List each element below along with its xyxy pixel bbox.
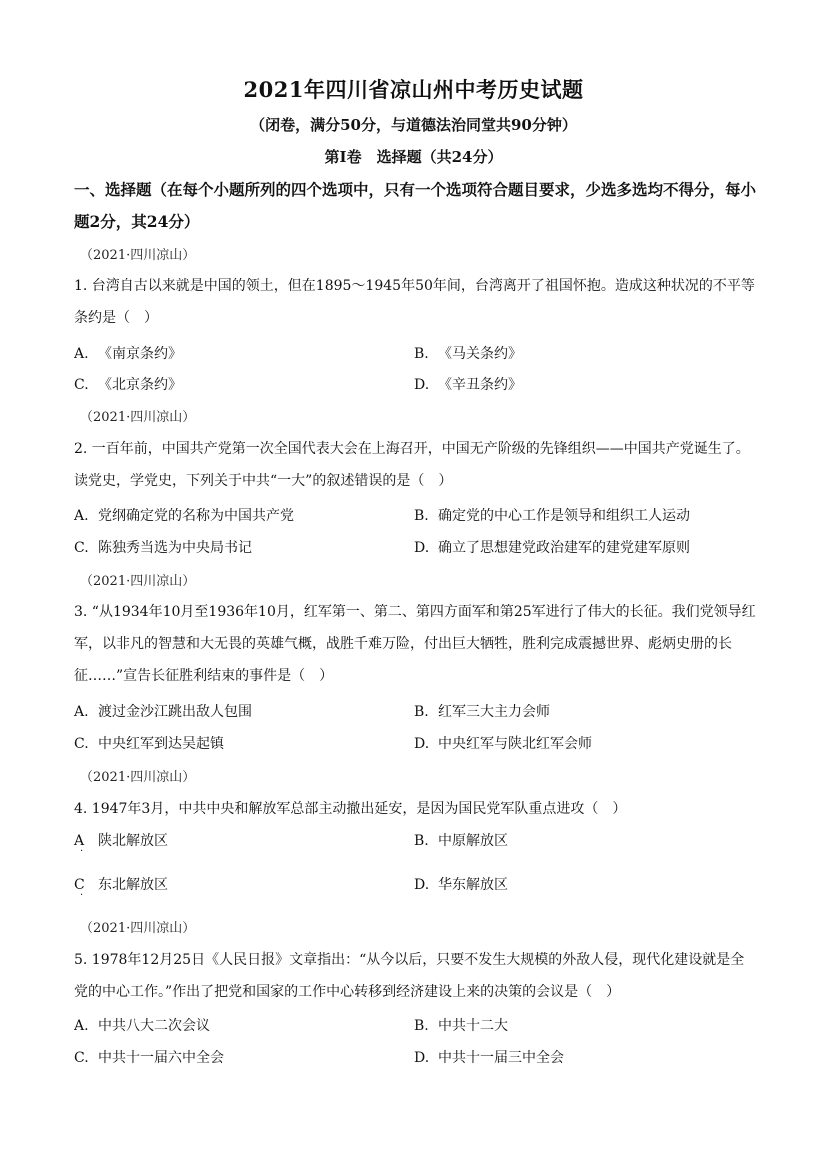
option-key: D. [414, 877, 430, 893]
option-key: A. [74, 346, 89, 362]
question-stem: 5. 1978年12月25日《人民日报》文章指出：“从今以后，只要不发生大规模的外敌人侵，现代化建设就是全党的中心工作。”作出了把党和国家的工作中心转移到经济建设上来的决策的会议是（ ） [74, 952, 745, 1000]
section-title: 第Ⅰ卷 选择题（共24分） [324, 148, 503, 166]
option-key: C. [74, 736, 89, 752]
option-text: 《南京条约》 [98, 346, 182, 362]
option-key: D. [414, 377, 430, 393]
option-text: 中共十一届三中全会 [438, 1050, 564, 1066]
stray-dot: · [80, 890, 84, 901]
option-text: 《辛丑条约》 [438, 377, 522, 393]
question-source: （2021·四川凉山） [80, 921, 196, 936]
stray-dot: · [80, 846, 84, 857]
option-key: C. [74, 1050, 89, 1066]
option-text: 确立了思想建党政治建军的建党建军原则 [438, 540, 690, 556]
question-source: （2021·四川凉山） [80, 410, 196, 425]
option-text: 红军三大主力会师 [438, 704, 550, 720]
option-a[interactable] [74, 505, 294, 525]
question-source: （2021·四川凉山） [80, 574, 196, 589]
question-source: （2021·四川凉山） [80, 770, 196, 785]
option-key: B. [414, 833, 429, 849]
option-text: 中共十二大 [438, 1018, 508, 1034]
option-d[interactable] [414, 537, 690, 557]
exam-subtitle: （闭卷，满分50分，与道德法治同堂共90分钟） [250, 116, 577, 134]
option-key: A. [74, 508, 89, 524]
option-a[interactable] [74, 343, 182, 363]
option-key: D. [414, 736, 430, 752]
option-d[interactable] [414, 374, 522, 394]
option-d[interactable] [414, 1047, 564, 1067]
option-text: 中央红军与陕北红军会师 [438, 736, 592, 752]
option-b[interactable] [414, 505, 690, 525]
question-stem: 3. “从1934年10月至1936年10月，红军第一、第二、第四方面军和第25军进行了伟大的长征。我们党领导红军，以非凡的智慧和大无畏的英雄气概，战胜千难万险，付出巨大牺牲，胜利完成震撼世界、彪炳史册的长征……”宣告长征胜利结束的事件是（ ） [74, 604, 756, 684]
option-key: A [74, 833, 85, 849]
question-stem: 1. 台湾自古以来就是中国的领土，但在1895～1945年50年间，台湾离开了祖国怀抱。造成这种状况的不平等条约是（ ） [74, 278, 755, 326]
option-a[interactable] [74, 1015, 210, 1035]
option-text: 中原解放区 [438, 833, 508, 849]
option-key: C. [74, 377, 89, 393]
option-text: 陕北解放区 [98, 833, 168, 849]
option-text: 党纲确定党的名称为中国共产党 [98, 508, 294, 524]
option-text: 中央红军到达吴起镇 [98, 736, 224, 752]
page-title: 2021年四川省凉山州中考历史试题 [243, 77, 584, 102]
option-d[interactable] [414, 733, 592, 753]
option-b[interactable] [414, 1015, 508, 1035]
option-text: 中共八大二次会议 [98, 1018, 210, 1034]
option-key: C [74, 877, 85, 893]
option-a[interactable] [74, 701, 252, 721]
option-a[interactable] [74, 830, 168, 850]
option-key: A. [74, 1018, 89, 1034]
option-c[interactable] [74, 874, 168, 894]
option-text: 东北解放区 [98, 877, 168, 893]
question-source: （2021·四川凉山） [80, 248, 196, 263]
option-d[interactable] [414, 874, 508, 894]
option-c[interactable] [74, 733, 224, 753]
option-text: 《马关条约》 [438, 346, 522, 362]
option-text: 确定党的中心工作是领导和组织工人运动 [438, 508, 690, 524]
question-stem: 4. 1947年3月，中共中央和解放军总部主动撤出延安，是因为国民党军队重点进攻（ ） [74, 801, 627, 817]
option-key: B. [414, 1018, 429, 1034]
option-b[interactable] [414, 830, 508, 850]
option-b[interactable] [414, 343, 522, 363]
option-text: 华东解放区 [438, 877, 508, 893]
option-key: B. [414, 508, 429, 524]
option-key: B. [414, 346, 429, 362]
option-c[interactable] [74, 1047, 224, 1067]
option-key: C. [74, 540, 89, 556]
option-key: B. [414, 704, 429, 720]
option-c[interactable] [74, 537, 252, 557]
option-text: 陈独秀当选为中央局书记 [98, 540, 252, 556]
option-key: A. [74, 704, 89, 720]
option-text: 渡过金沙江跳出敌人包围 [98, 704, 252, 720]
option-key: D. [414, 1050, 430, 1066]
instructions-heading: 一、选择题（在每个小题所列的四个选项中，只有一个选项符合题目要求，少选多选均不得分，每小题2分，其24分） [74, 180, 757, 231]
option-b[interactable] [414, 701, 550, 721]
question-stem: 2. 一百年前，中国共产党第一次全国代表大会在上海召开，中国无产阶级的先锋组织——中国共产党诞生了。读党史，学党史，下列关于中共“一大”的叙述错误的是（ ） [74, 441, 750, 489]
option-c[interactable] [74, 374, 182, 394]
option-text: 中共十一届六中全会 [98, 1050, 224, 1066]
option-text: 《北京条约》 [98, 377, 182, 393]
option-key: D. [414, 540, 430, 556]
